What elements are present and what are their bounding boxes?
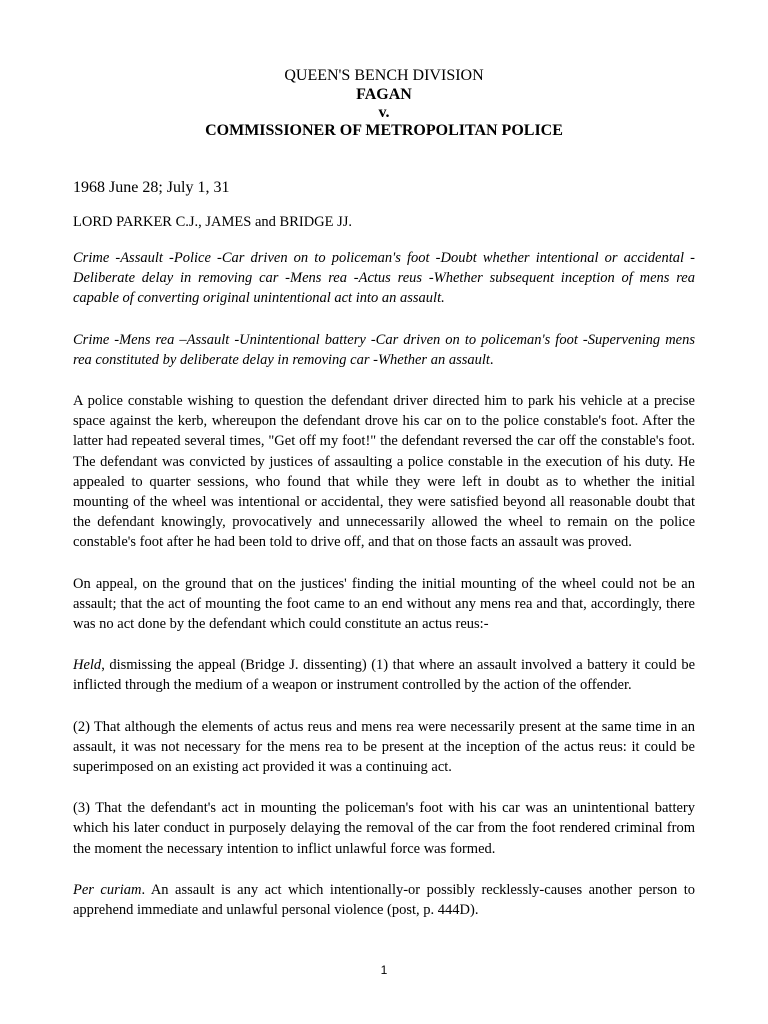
versus: v. [378,104,390,121]
facts-paragraph: A police constable wishing to question the defendant driver directed him to park his vehicle at a precise space against the kerb, whereupon the defendant drove his car on to the police constable's foot. After the latter had repeated several times, "Get off my foot!" the defendant reversed the car off the constable's foot. The defendant was convicted by justices of assaulting a police constable in the execution of his duty. He appealed to quarter sessions, who found that while they were left in doubt as to whether the initial mounting of the wheel was intentional or accidental, they were satisfied beyond all reasonable doubt that the defendant knowingly, provocatively and unnecessarily allowed the wheel to remain on the police constable's foot after he had been told to drive off, and that on those facts an assault was proved. [73,393,695,551]
holding-3-paragraph: (3) That the defendant's act in mounting the policeman's foot with his car was an unintentional battery which his later conduct in purposely delaying the removal of the car from the foot rendered criminal from the moment the necessary intention to inflict unlawful force was formed. [73,800,695,857]
catchwords-paragraph-1: Crime -Assault -Police -Car driven on to policeman's foot -Doubt whether intentional or accidental -Deliberate delay in removing car -Mens rea -Actus reus -Whether subsequent inception of mens rea capable of converting original unintentional act into an assault. [73,250,695,307]
respondent-name: COMMISSIONER OF METROPOLITAN POLICE [205,122,563,139]
held-label: Held [73,657,102,674]
holding-2-paragraph: (2) That although the elements of actus reus and mens rea were necessarily present at the same time in an assault, it was not necessary for the mens rea to be present at the inception of the actus reus: it could be superimposed on an existing act provided it was a continuing act. [73,718,695,776]
catchwords-paragraph-2 [73,330,695,370]
per-curiam-label: Per curiam [73,881,142,898]
court-name: QUEEN'S BENCH DIVISION [284,67,484,84]
held-paragraph [73,655,695,695]
judges: LORD PARKER C.J., JAMES and BRIDGE JJ. [73,214,353,230]
per-curiam-paragraph [73,880,695,920]
hearing-dates: 1968 June 28; July 1, 31 [73,179,230,196]
page-number: 1 [380,963,388,977]
appeal-paragraph: On appeal, on the ground that on the justices' finding the initial mounting of the wheel could not be an assault; that the act of mounting the foot came to an end without any mens rea and that, accordingly, there was no act done by the defendant which could constitute an actus reus:- [73,575,695,633]
catchwords-2-end: . [489,351,494,368]
appellant-name: FAGAN [356,86,412,103]
per-curiam-text: . An assault is any act which intentionally-or possibly recklessly-causes another person to apprehend immediate and unlawful personal violence (post, p. 444D). [73,881,696,919]
catchwords-2-text: Crime -Mens rea –Assault -Unintentional battery -Car driven on to policeman's foot -Supervening mens rea constituted by deliberate delay in removing car -Whether an assault [73,331,695,368]
held-text: , dismissing the appeal (Bridge J. dissenting) (1) that where an assault involved a battery it could be inflicted through the medium of a weapon or instrument controlled by the action of the offender. [73,657,695,694]
case-header [73,0,695,140]
